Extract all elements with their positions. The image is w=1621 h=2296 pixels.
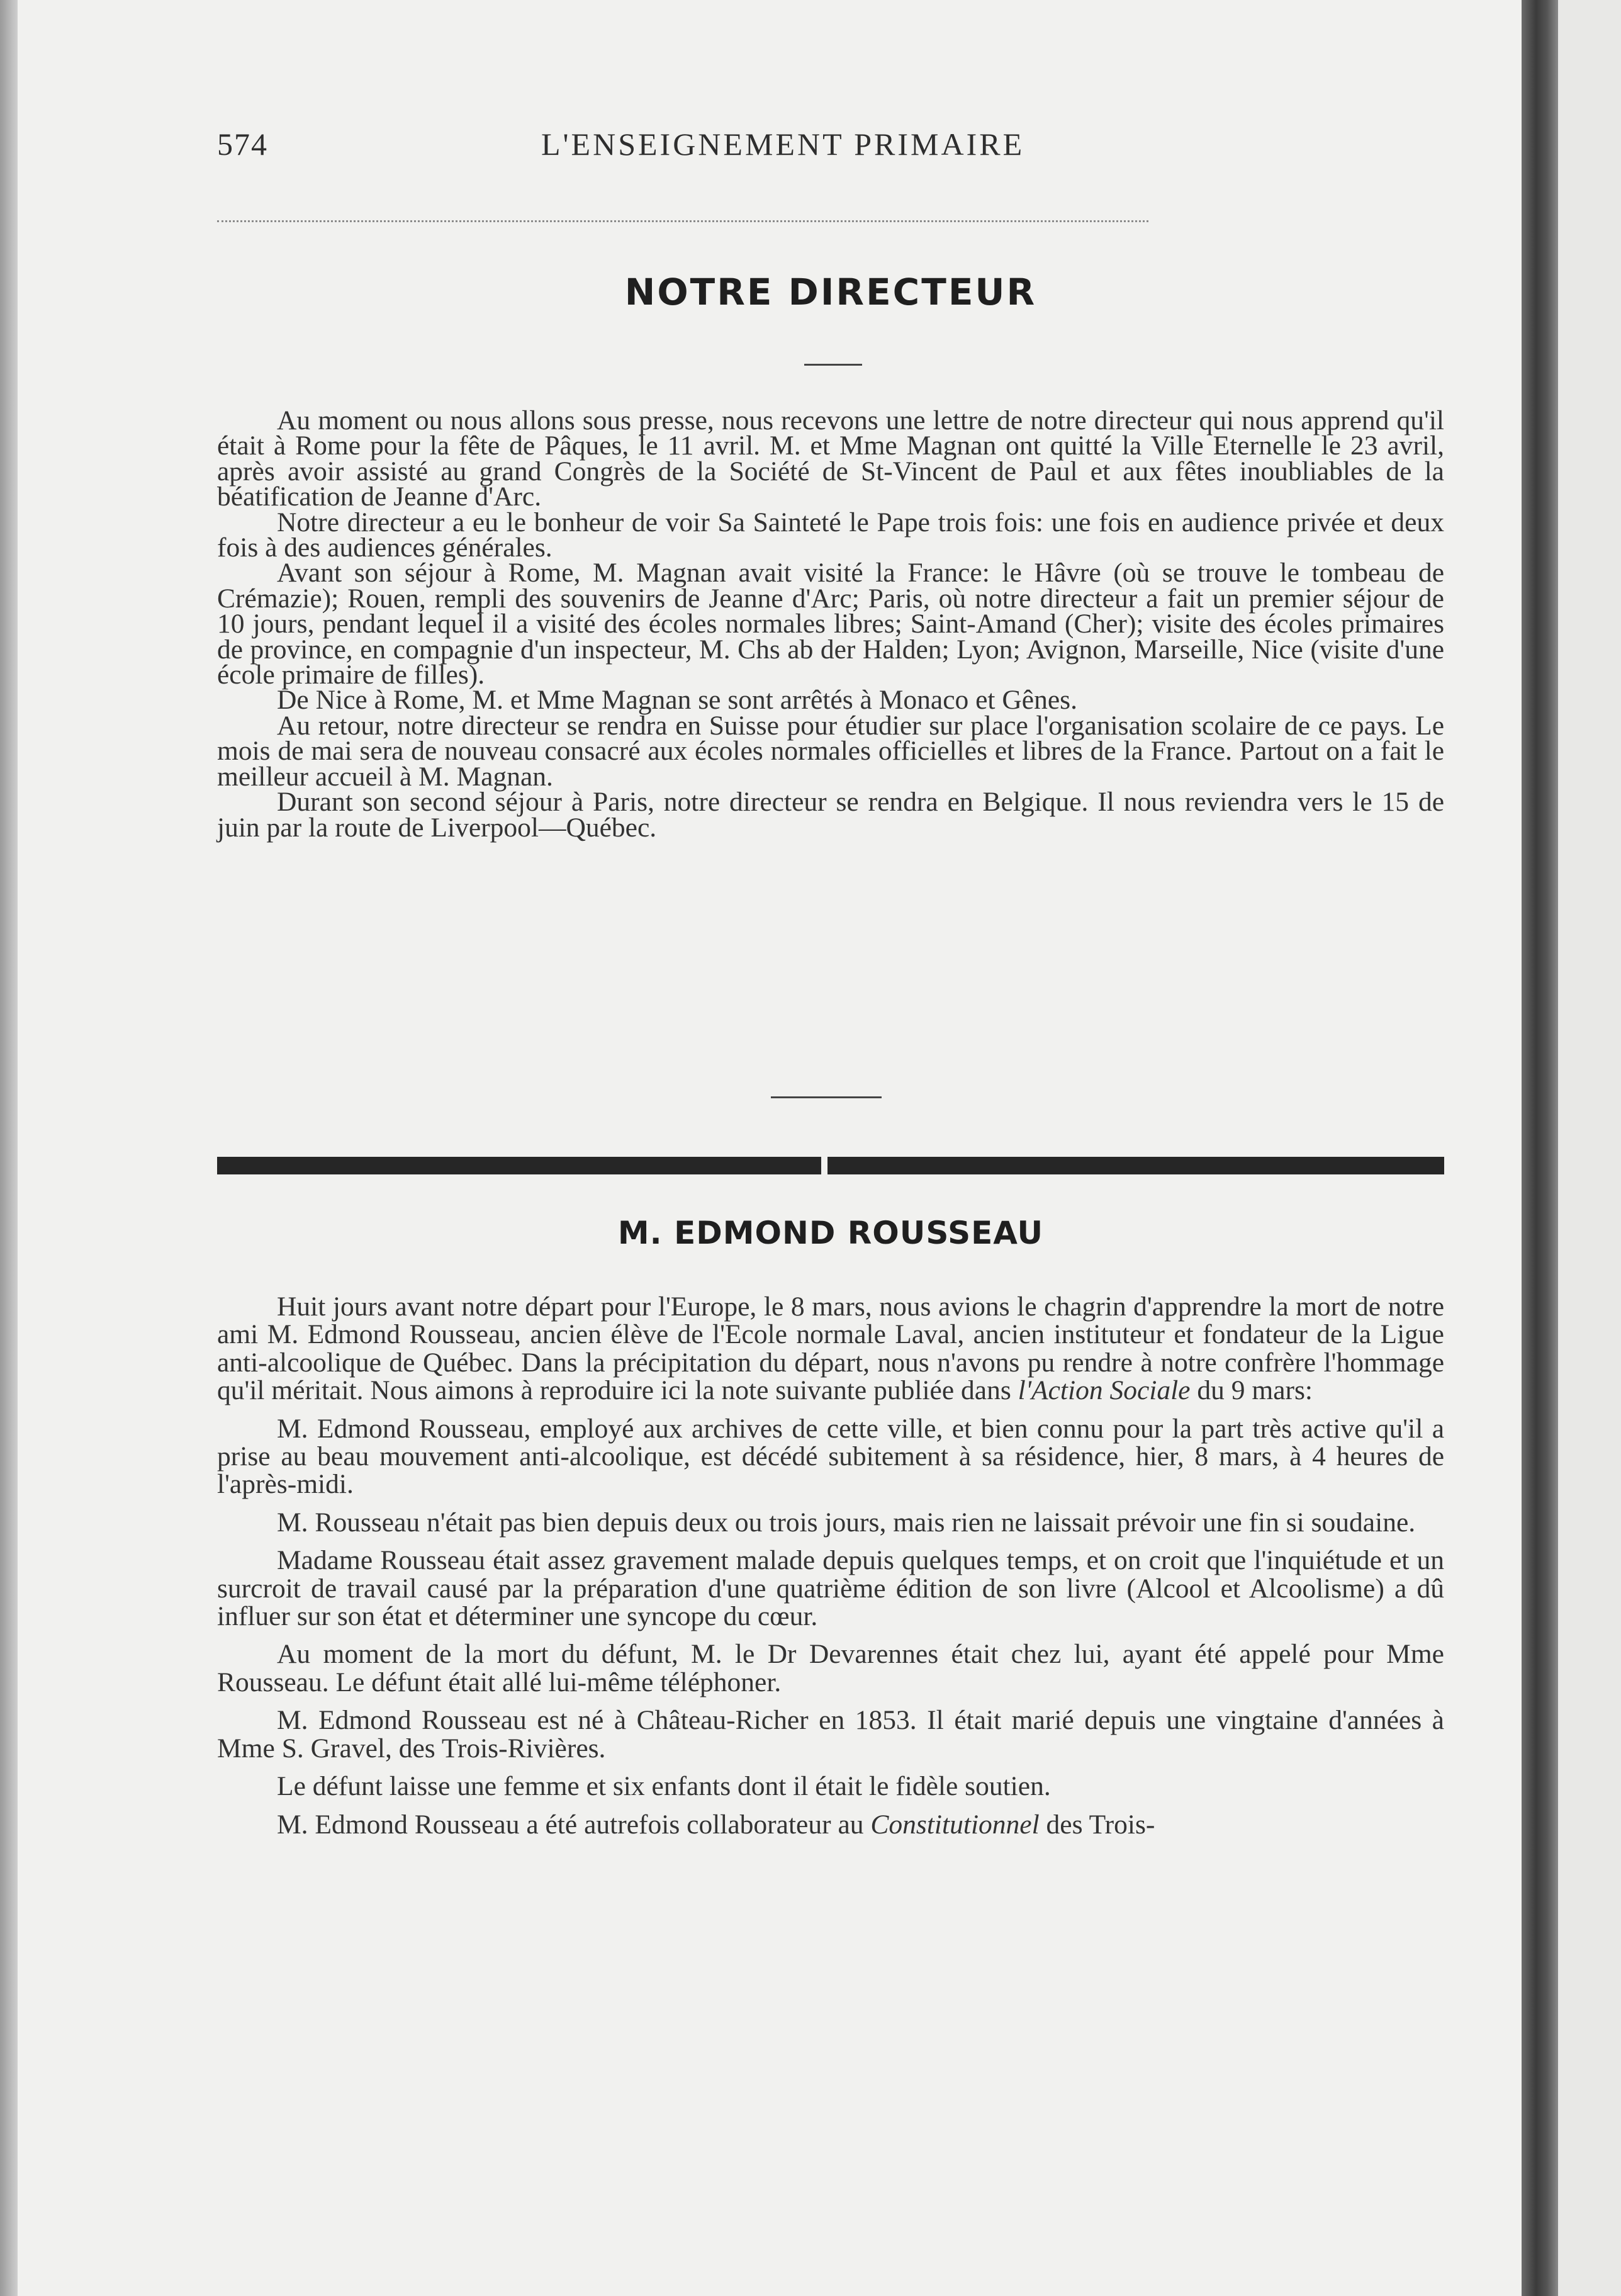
title-rule <box>804 364 862 366</box>
paragraph: Avant son séjour à Rome, M. Magnan avait visité la France: le Hâvre (où se trouve le tombeau de Crémazie); Rouen, rempli des souvenirs de Jeanne d'Arc; Paris, où notre directeur a fait un premier séjour de 10 jours, pendant lequel il a visité des écoles normales libres; Saint-Amand (Cher); visite des écoles primaires de province, en compagnie d'un inspecteur, M. Chs ab der Halden; Lyon; Avignon, Marseille, Nice (visite d'une école primaire de filles). <box>217 558 1444 690</box>
paragraph: M. Edmond Rousseau est né à Château-Richer en 1853. Il était marié depuis une vingtaine d'années à Mme S. Gravel, des Trois-Rivières. <box>217 1705 1444 1764</box>
header-rule <box>217 220 1148 222</box>
journal-title: L'ENSEIGNEMENT PRIMAIRE <box>541 127 1025 162</box>
article-body <box>217 1293 1444 1838</box>
paragraph: Notre directeur a eu le bonheur de voir Sa Sainteté le Pape trois fois: une fois en audience privée et deux fois à des audiences générales. <box>217 507 1444 563</box>
page-number: 574 <box>217 127 268 162</box>
article-title: NOTRE DIRECTEUR <box>624 271 1037 313</box>
section-divider-bar <box>217 1157 1444 1174</box>
article-body <box>217 405 1444 843</box>
paragraph: Huit jours avant notre départ pour l'Europe, le 8 mars, nous avions le chagrin d'apprendre la mort de notre ami M. Edmond Rousseau, ancien élève de l'Ecole normale Laval, ancien instituteur et fondateur de la Ligue anti-alcoolique de Québec. Dans la précipitation du départ, nous n'avons pu rendre à notre confrère l'hommage qu'il méritait. Nous aimons à reproduire ici la note suivante publiée dans l'Action Sociale du 9 mars: <box>217 1292 1444 1406</box>
article-title: M. EDMOND ROUSSEAU <box>617 1215 1044 1251</box>
paragraph: Le défunt laisse une femme et six enfants dont il était le fidèle soutien. <box>277 1771 1051 1802</box>
paragraph: Au moment ou nous allons sous presse, nous recevons une lettre de notre directeur qui nous apprend qu'il était à Rome pour la fête de Pâques, le 11 avril. M. et Mme Magnan ont quitté la Ville Eternelle le 23 avril, après avoir assisté au grand Congrès de la Société de St-Vincent de Paul et aux fêtes inoubliables de la béatification de Jeanne d'Arc. <box>217 405 1444 512</box>
end-rule <box>771 1096 882 1098</box>
running-head <box>217 126 1123 176</box>
paragraph: M. Rousseau n'était pas bien depuis deux ou trois jours, mais rien ne laissait prévoir une fin si soudaine. <box>277 1507 1416 1538</box>
page-left-edge <box>0 0 18 2296</box>
newspaper-name: Constitutionnel <box>870 1809 1040 1840</box>
paragraph: Madame Rousseau était assez gravement malade depuis quelques temps, et on croit que l'inquiétude et un surcroit de travail causé par la préparation d'une quatrième édition de son livre (Alcool et Alcoolisme) a dû influer sur son état et déterminer une syncope du cœur. <box>217 1545 1444 1632</box>
newspaper-name: l'Action Sociale <box>1018 1375 1191 1406</box>
book-gutter <box>1522 0 1558 2296</box>
paragraph: M. Edmond Rousseau a été autrefois collaborateur au Constitutionnel des Trois- <box>277 1809 1155 1840</box>
paragraph: Au retour, notre directeur se rendra en Suisse pour étudier sur place l'organisation scolaire de ce pays. Le mois de mai sera de nouveau consacré aux écoles normales officielles et libres de la France. Partout on a fait le meilleur accueil à M. Magnan. <box>217 710 1444 792</box>
paragraph: Durant son second séjour à Paris, notre directeur se rendra en Belgique. Il nous reviendra vers le 15 de juin par la route de Liverpool—Québec. <box>217 787 1444 843</box>
facing-page-edge <box>1558 0 1621 2296</box>
paragraph: De Nice à Rome, M. et Mme Magnan se sont arrêtés à Monaco et Gênes. <box>277 685 1077 716</box>
paragraph: M. Edmond Rousseau, employé aux archives de cette ville, et bien connu pour la part très active qu'il a prise au beau mouvement anti-alcoolique, est décédé subitement à sa résidence, hier, 8 mars, à 4 heures de l'après-midi. <box>217 1413 1444 1500</box>
paragraph: Au moment de la mort du défunt, M. le Dr Devarennes était chez lui, ayant été appelé pour Mme Rousseau. Le défunt était allé lui-même téléphoner. <box>217 1639 1444 1697</box>
book-page <box>18 0 1522 2296</box>
